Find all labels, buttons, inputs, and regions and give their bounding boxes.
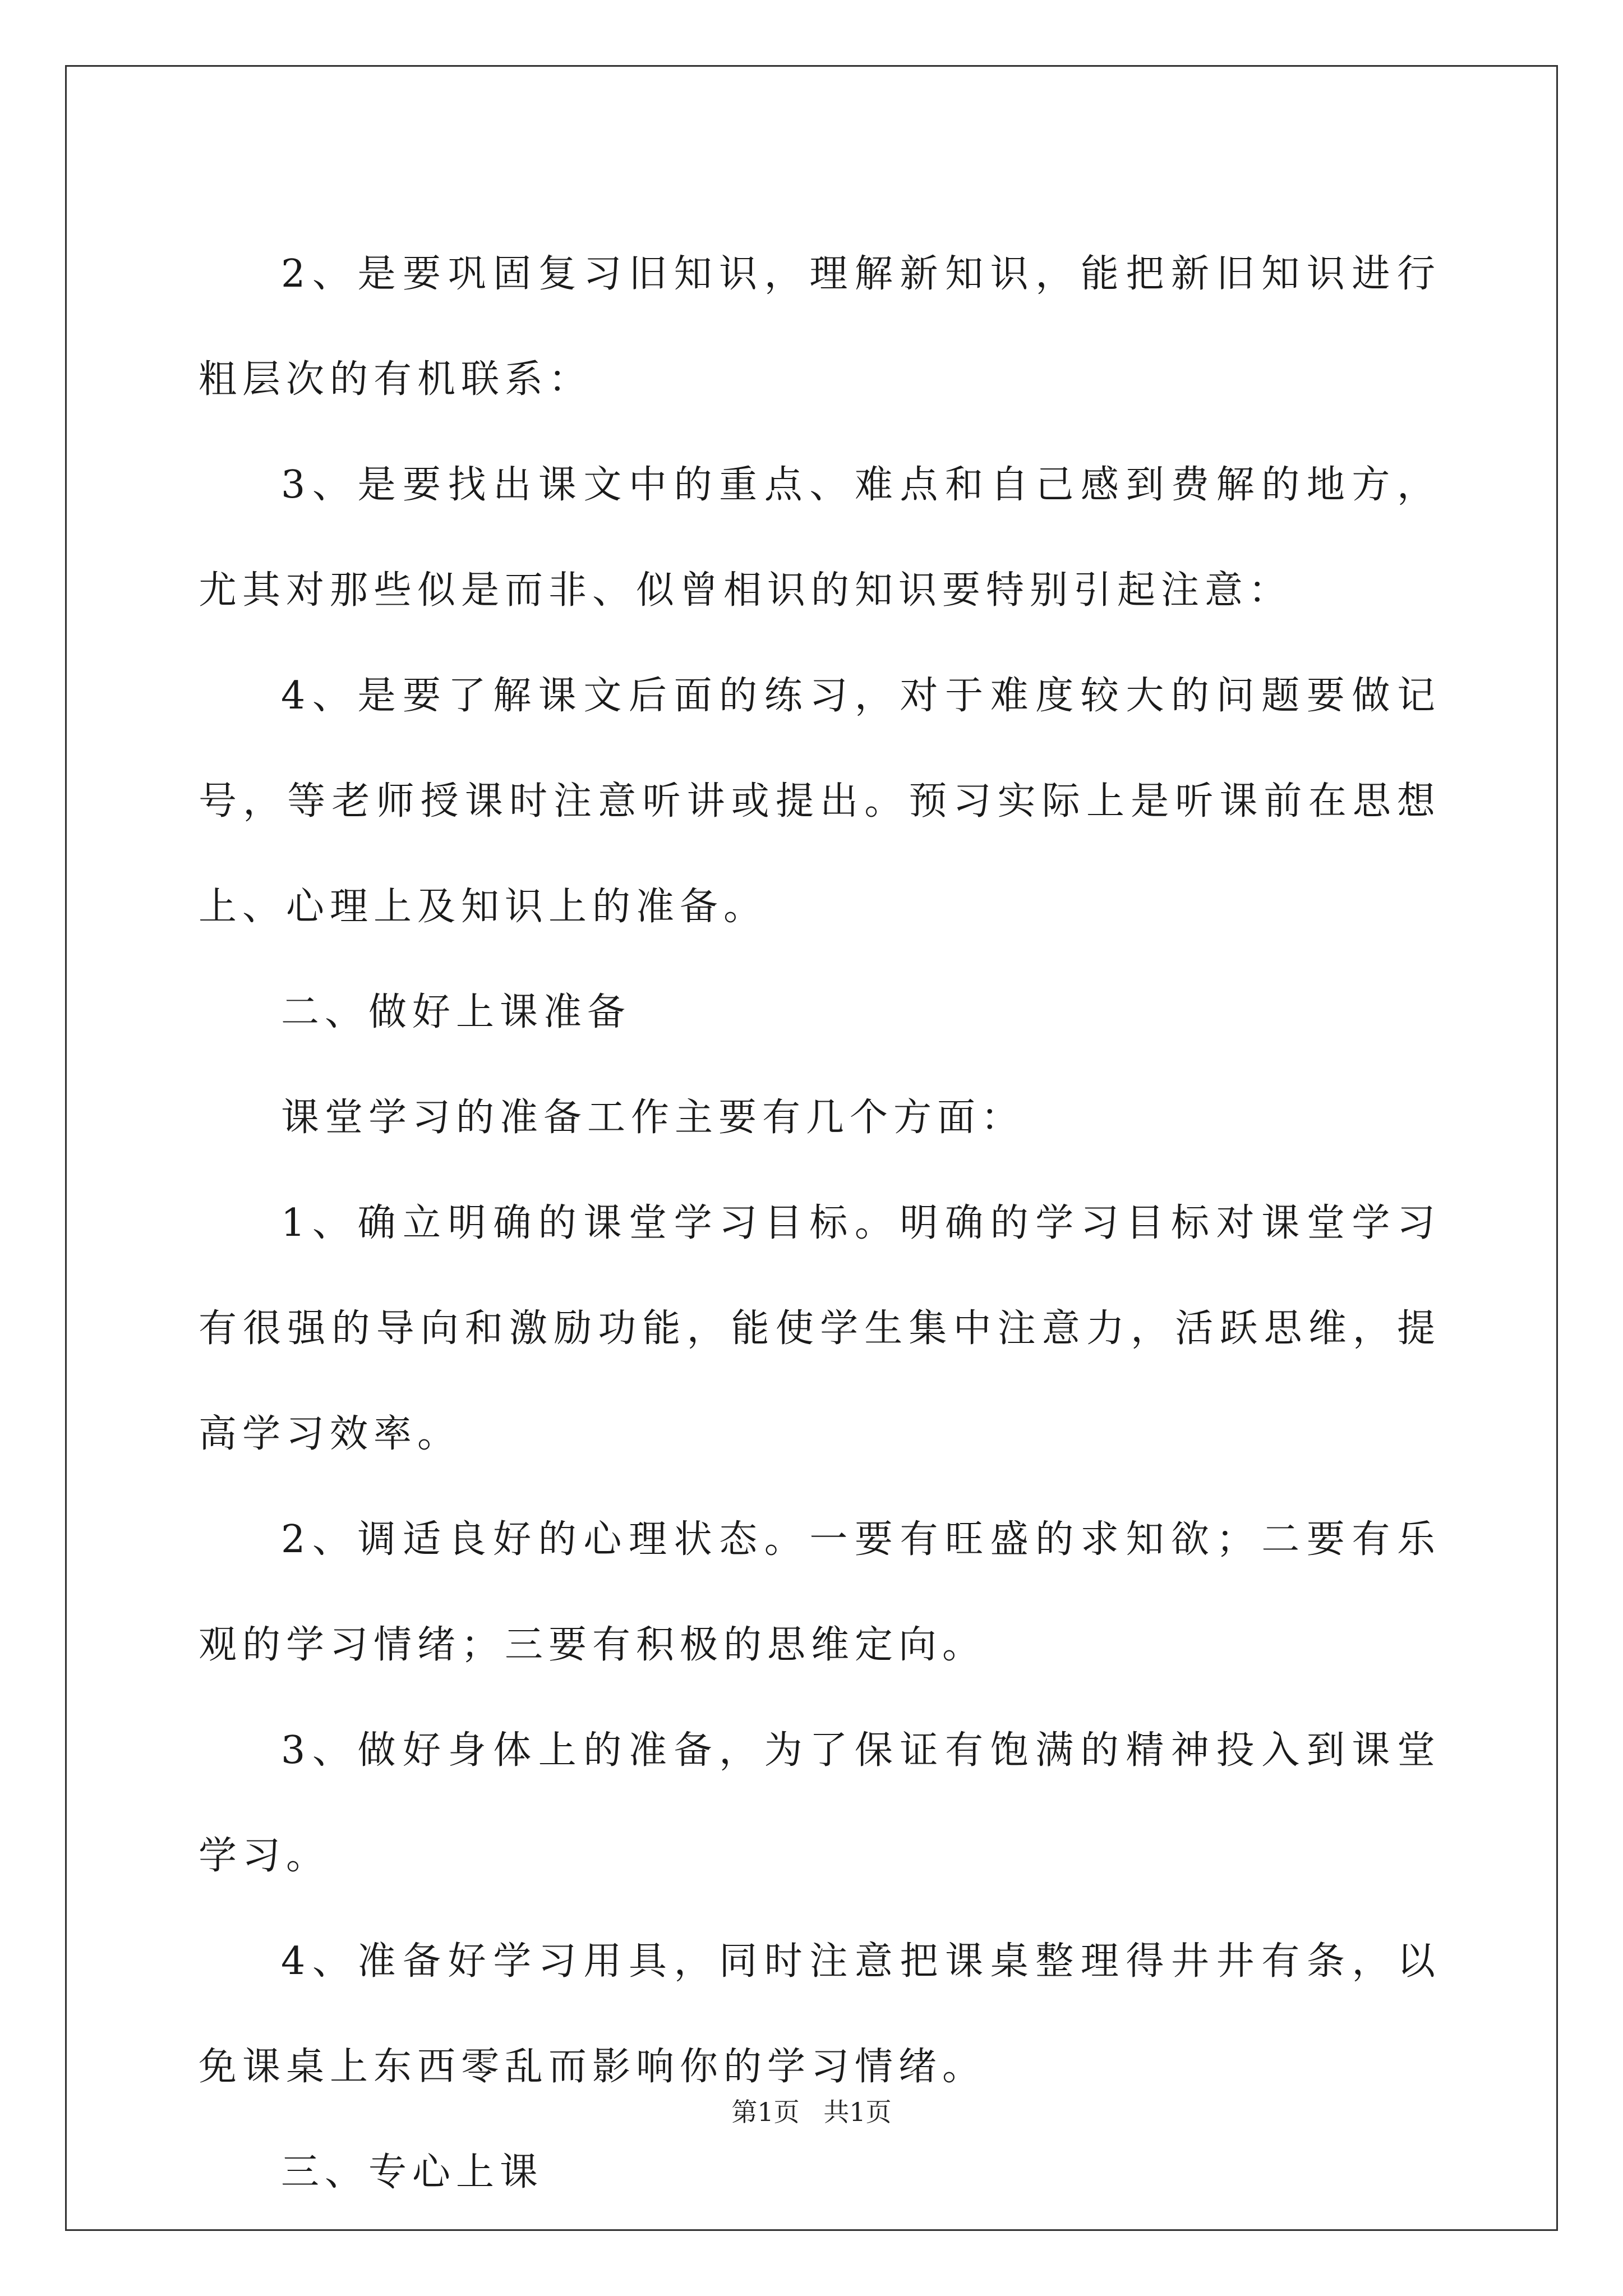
paragraph-preparation-intro: 课堂学习的准备工作主要有几个方面：: [281, 1096, 1025, 1140]
paragraph-find-key-points: 3、是要找出课文中的重点、难点和自己感到费解的地方，尤其对那些似是而非、似曾相识的知识要特别引起注意：: [199, 463, 1441, 613]
paragraph-review-old-knowledge: 2、是要巩固复习旧知识，理解新知识，能把新旧知识进行粗层次的有机联系：: [199, 252, 1441, 402]
paragraph-physical-preparation: 3、做好身体上的准备，为了保证有饱满的精神投入到课堂学习。: [199, 1728, 1441, 1878]
section-heading-prepare-for-class: 二、做好上课准备: [281, 990, 631, 1034]
paragraph-prepare-supplies: 4、准备好学习用具，同时注意把课桌整理得井井有条，以免课桌上东西零乱而影响你的学习情绪。: [199, 1939, 1441, 2089]
paragraph-set-learning-goals: 1、确立明确的课堂学习目标。明确的学习目标对课堂学习有很强的导向和激励功能，能使学生集中注意力，活跃思维，提高学习效率。: [199, 1201, 1441, 1456]
page-total: 共1页: [823, 2097, 892, 2127]
document-body: [199, 222, 1441, 2225]
page-number: 第1页: [731, 2097, 800, 2127]
paragraph-understand-exercises: 4、是要了解课文后面的练习，对于难度较大的问题要做记号，等老师授课时注意听讲或提出。预习实际上是听课前在思想上、心理上及知识上的准备。: [199, 674, 1441, 929]
paragraph-adjust-mental-state: 2、调适良好的心理状态。一要有旺盛的求知欲；二要有乐观的学习情绪；三要有积极的思维定向。: [199, 1517, 1441, 1667]
section-heading-focus-in-class: 三、专心上课: [281, 2150, 544, 2194]
page-footer: [0, 2095, 1623, 2129]
